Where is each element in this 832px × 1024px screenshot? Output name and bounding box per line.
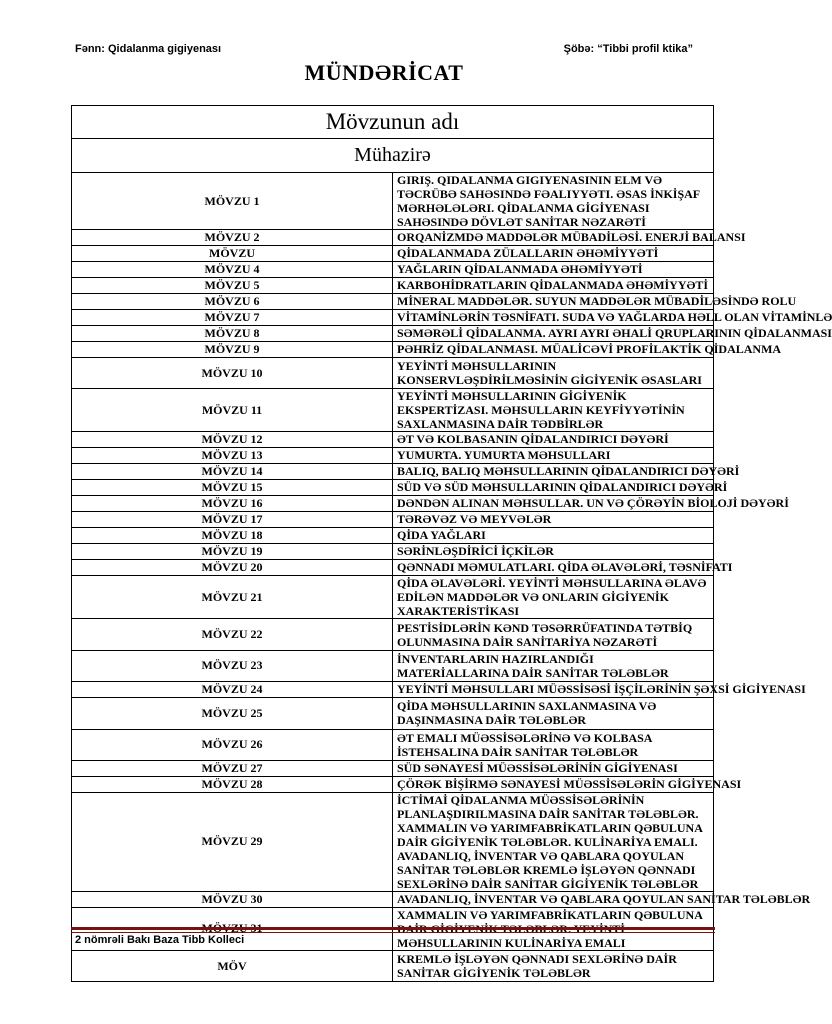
- table-row: [72, 310, 714, 326]
- subject-label: Fənn: Qidalanma gigiyenası: [75, 43, 222, 55]
- topic-number: MÖVZU 23: [72, 650, 393, 681]
- table-row: [72, 326, 714, 342]
- table-row: [72, 729, 714, 760]
- topic-title: QİDA MƏHSULLARININ SAXLANMASINA VƏ DAŞINMASINA DAİR TƏLƏBLƏR: [393, 698, 714, 729]
- table-body: [72, 173, 832, 982]
- topic-title: YEYİNTİ MƏHSULLARI MÜƏSSİSƏSİ İŞÇİLƏRİNİN ŞƏXSİ GİGİYENASI: [393, 682, 714, 698]
- topic-title: MİNERAL MADDƏLƏR. SUYUN MADDƏLƏR MÜBADİLƏSİNDƏ ROLU: [393, 294, 714, 310]
- topic-title: ORQANİZMDƏ MADDƏLƏR MÜBADİLƏSİ. ENERJİ BALANSI: [393, 230, 714, 246]
- contents-table: [71, 105, 832, 982]
- table-row: [72, 173, 714, 230]
- topic-number: MÖVZU 27: [72, 760, 393, 776]
- topic-title: SƏMƏRƏLİ QİDALANMA. AYRI AYRI ƏHALİ QRUPLARININ QİDALANMASI: [393, 326, 714, 342]
- topic-title: QİDA YAĞLARI: [393, 528, 714, 544]
- topic-title: YAĞLARIN QİDALANMADA ƏHƏMİYYƏTİ: [393, 262, 714, 278]
- topic-number: MÖVZU 7: [72, 310, 393, 326]
- topic-number: MÖVZU 9: [72, 342, 393, 358]
- topic-title: BALIQ, BALIQ MƏHSULLARININ QİDALANDIRICI DƏYƏRİ: [393, 464, 714, 480]
- table-row: [72, 480, 714, 496]
- table-row: [72, 512, 714, 528]
- topic-number: MÖVZU 1: [72, 173, 393, 230]
- topic-number: MÖVZU 19: [72, 544, 393, 560]
- topic-title: PƏHRİZ QİDALANMASI. MÜALİCƏVİ PROFİLAKTİK QİDALANMA: [393, 342, 714, 358]
- topic-number: MÖVZU 15: [72, 480, 393, 496]
- topic-title: PESTİSİDLƏRİN KƏND TƏSƏRRÜFATINDA TƏTBİQ OLUNMASINA DAİR SANİTARİYA NƏZARƏTİ: [393, 619, 714, 650]
- footer-divider: [71, 927, 715, 933]
- table-heading-row: [72, 106, 714, 139]
- topic-title: İCTİMAİ QİDALANMA MÜƏSSİSƏLƏRİNİN PLANLAŞDIRILMASINA DAİR SANİTAR TƏLƏBLƏR. XAMMALIN VƏ YARIMFABRİKATLARIN QƏBULUNA DAİR GİGİYENİK TƏLƏBLƏR. KULİNARİYA EMALI. AVADANLIQ, İNVENTAR VƏ QABLARA QOYULAN SANİTAR TƏLƏBLƏR KREMLƏ İŞLƏYƏN QƏNNADI SEXLƏRİNƏ DAİR SANİTAR GİGİYENİK TƏLƏBLƏR: [393, 792, 714, 891]
- table-heading: Mövzunun adı: [72, 106, 714, 139]
- topic-number: MÖVZU 12: [72, 432, 393, 448]
- table-row: [72, 698, 714, 729]
- topic-title: ÇÖRƏK BİŞİRMƏ SƏNAYESİ MÜƏSSİSƏLƏRİN GİGİYENASI: [393, 776, 714, 792]
- topic-title: SÜD SƏNAYESİ MÜƏSSİSƏLƏRİNİN GİGİYENASI: [393, 760, 714, 776]
- topic-number: MÖVZU 28: [72, 776, 393, 792]
- table-row: [72, 358, 714, 389]
- topic-title: KREMLƏ İŞLƏYƏN QƏNNADI SEXLƏRİNƏ DAİR SANİTAR GİGİYENİK TƏLƏBLƏR: [393, 950, 714, 981]
- topic-number: MÖVZU 6: [72, 294, 393, 310]
- table-row: [72, 230, 714, 246]
- topic-number: MÖVZU 4: [72, 262, 393, 278]
- topic-number: MÖVZU 2: [72, 230, 393, 246]
- table-row: [72, 294, 714, 310]
- topic-title: SÜD VƏ SÜD MƏHSULLARININ QİDALANDIRICI DƏYƏRİ: [393, 480, 714, 496]
- page-title: MÜNDƏRİCAT: [304, 60, 464, 85]
- table-row: [72, 792, 714, 891]
- topic-number: MÖVZU 30: [72, 891, 393, 907]
- footer-text: 2 nömrəli Bakı Baza Tibb Kolleci: [75, 934, 245, 946]
- topic-title: QƏNNADI MƏMULATLARI. QİDA ƏLAVƏLƏRİ, TƏSNİFATI: [393, 560, 714, 576]
- table-row: [72, 950, 714, 981]
- topic-title: YEYİNTİ MƏHSULLARININ GİGİYENİK EKSPERTİZASI. MƏHSULLARIN KEYFİYYƏTİNİN SAXLANMASINA DAİR TƏDBİRLƏR: [393, 389, 714, 432]
- table-subheading-row: [72, 139, 714, 173]
- department-label: Şöbə: “Tibbi profil ktika”: [563, 43, 693, 55]
- table-row: [72, 464, 714, 480]
- topic-title: YEYİNTİ MƏHSULLARININ KONSERVLƏŞDİRİLMƏSİNİN GİGİYENİK ƏSASLARI: [393, 358, 714, 389]
- table-row: [72, 650, 714, 681]
- topic-number: MÖVZU 8: [72, 326, 393, 342]
- table-row: [72, 619, 714, 650]
- table-row: [72, 342, 714, 358]
- table-row: [72, 496, 714, 512]
- topic-number: MÖVZU 17: [72, 512, 393, 528]
- topic-title: KARBOHİDRATLARIN QİDALANMADA ƏHƏMİYYƏTİ: [393, 278, 714, 294]
- topic-number: MÖVZU 20: [72, 560, 393, 576]
- topic-number: MÖVZU 5: [72, 278, 393, 294]
- topic-number: MÖVZU 10: [72, 358, 393, 389]
- table-row: [72, 560, 714, 576]
- table-row: [72, 682, 714, 698]
- topic-title: VİTAMİNLƏRİN TƏSNİFATI. SUDA VƏ YAĞLARDA HƏLL OLAN VİTAMİNLƏ: [393, 310, 714, 326]
- table-row: [72, 432, 714, 448]
- topic-title: İNVENTARLARIN HAZIRLANDIĞI MATERİALLARINA DAİR SANİTAR TƏLƏBLƏR: [393, 650, 714, 681]
- topic-title: QİDA ƏLAVƏLƏRİ. YEYİNTİ MƏHSULLARINA ƏLAVƏ EDİLƏN MADDƏLƏR VƏ ONLARIN GİGİYENİK XARAKTERİSTİKASI: [393, 576, 714, 619]
- topic-title: ƏT EMALI MÜƏSSİSƏLƏRİNƏ VƏ KOLBASA İSTEHSALINA DAİR SANİTAR TƏLƏBLƏR: [393, 729, 714, 760]
- table-row: [72, 246, 714, 262]
- table-row: [72, 278, 714, 294]
- topic-number: MÖV: [72, 950, 393, 981]
- topic-title: YUMURTA. YUMURTA MƏHSULLARI: [393, 448, 714, 464]
- table-row: [72, 528, 714, 544]
- topic-title: GIRIŞ. QIDALANMA GIGIYENASININ ELM VƏ TƏCRÜBƏ SAHƏSINDƏ FƏALIYYƏTI. ƏSAS İNKİŞAF MƏRHƏLƏLƏRI. QİDALANMA GİGİYENASI SAHƏSINDƏ DÖVLƏT SANİTAR NƏZARƏTİ: [393, 173, 714, 230]
- topic-number: MÖVZU 22: [72, 619, 393, 650]
- topic-number: MÖVZU 14: [72, 464, 393, 480]
- table-row: [72, 776, 714, 792]
- table-row: [72, 544, 714, 560]
- table-row: [72, 891, 714, 907]
- topic-number: MÖVZU 29: [72, 792, 393, 891]
- topic-number: MÖVZU 16: [72, 496, 393, 512]
- table-row: [72, 576, 714, 619]
- topic-number: MÖVZU 26: [72, 729, 393, 760]
- topic-number: MÖVZU 13: [72, 448, 393, 464]
- table-subheading: Mühazirə: [72, 139, 714, 173]
- topic-number: MÖVZU 21: [72, 576, 393, 619]
- topic-title: AVADANLIQ, İNVENTAR VƏ QABLARA QOYULAN SANİTAR TƏLƏBLƏR: [393, 891, 714, 907]
- topic-title: SƏRİNLƏŞDİRİCİ İÇKİLƏR: [393, 544, 714, 560]
- topic-number: MÖVZU 31: [72, 907, 393, 950]
- table-row: [72, 448, 714, 464]
- table-row: [72, 262, 714, 278]
- topic-number: MÖVZU 24: [72, 682, 393, 698]
- topic-title: XAMMALIN VƏ YARIMFABRİKATLARIN QƏBULUNA DAİR GİGİYENİK TƏLƏBLƏR. YEYİNTİ MƏHSULLARININ KULİNARİYA EMALI: [393, 907, 714, 950]
- topic-title: DƏNDƏN ALINAN MƏHSULLAR. UN VƏ ÇÖRƏYİN BİOLOJİ DƏYƏRİ: [393, 496, 714, 512]
- page-header: [75, 43, 693, 55]
- topic-number: MÖVZU: [72, 246, 393, 262]
- topic-number: MÖVZU 18: [72, 528, 393, 544]
- topic-number: MÖVZU 25: [72, 698, 393, 729]
- topic-title: ƏT VƏ KOLBASANIN QİDALANDIRICI DƏYƏRİ: [393, 432, 714, 448]
- table-row: [72, 760, 714, 776]
- topic-title: QİDALANMADA ZÜLALLARIN ƏHƏMİYYƏTİ: [393, 246, 714, 262]
- table-row: [72, 389, 714, 432]
- topic-title: TƏRƏVƏZ VƏ MEYVƏLƏR: [393, 512, 714, 528]
- topic-number: MÖVZU 11: [72, 389, 393, 432]
